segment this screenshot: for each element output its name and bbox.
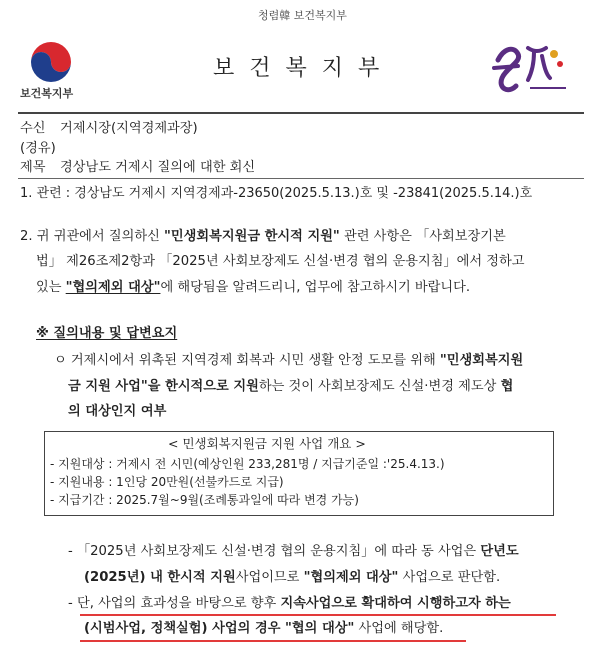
answer-2-line-1 <box>68 597 511 610</box>
a2-bold-b: (시범사업, 정책실험) 사업의 경우 "협의 대상" <box>84 621 355 636</box>
q-bold-a: "민생회복지원 <box>439 353 524 368</box>
recipient: 거제시장(지역경제과장) <box>60 121 198 136</box>
question-line-1 <box>54 354 523 367</box>
a2-text-b: 사업에 해당함. <box>354 621 444 636</box>
paragraph-related: 1. 관련 : 경상남도 거제시 지역경제과-23650(2025.5.13.)호 및 -23841(2025.5.14.)호 <box>20 186 533 201</box>
a2-bold-a: 지속사업으로 확대하여 시행하고자 하는 <box>280 596 511 611</box>
p2-text-d: 있는 <box>36 280 66 295</box>
answer-1-line-2 <box>84 571 500 584</box>
subject-label: 제목 <box>20 160 46 175</box>
summary-row-content: - 지원내용 : 1인당 20만원(선불카드로 지급) <box>50 475 284 489</box>
logo-caption: 보건복지부 <box>20 87 74 100</box>
q-text-a: ㅇ 거제시에서 위촉된 지역경제 회복과 시민 생활 안정 도모를 위해 <box>54 353 440 368</box>
summary-title: < 민생회복지원금 지원 사업 개요 > <box>168 436 366 451</box>
red-underline-1 <box>80 614 556 616</box>
p2-text-c: 관련 사항은 「사회보장기본 <box>339 229 506 244</box>
cheongryeom-calligraphy-stamp <box>488 38 574 100</box>
a1-text-a: - 「2025년 사회보장제도 신설·변경 협의 운용지침」에 따라 동 사업은 <box>68 544 481 559</box>
question-line-3: 의 대상인지 여부 <box>68 404 167 419</box>
a1-text-b: 사업이므로 <box>235 570 304 585</box>
qa-heading: ※ 질의내용 및 답변요지 <box>36 326 178 341</box>
q-bold-b: 금 지원 사업"을 한시적으로 지원 <box>68 379 259 394</box>
paragraph-2-line-2: 법」 제26조제2항과 「2025년 사회보장제도 신설·변경 협의 운용지침」에서 정하고 <box>36 254 525 269</box>
summary-row-target: - 지원대상 : 거제시 전 시민(예상인원 233,281명 / 지급기준일 :'25.4.13.) <box>50 457 445 471</box>
subject: 경상남도 거제시 질의에 대한 회신 <box>60 160 256 175</box>
answer-1-line-1 <box>68 545 519 558</box>
a1-text-c: 사업으로 판단함. <box>398 570 501 585</box>
p2-bold-topic: "민생회복지원금 한시적 지원" <box>164 229 340 244</box>
a2-text-a: - 단, 사업의 효과성을 바탕으로 향후 <box>68 596 281 611</box>
p2-exempt-highlight: "협의제외 대상" <box>65 280 161 295</box>
paragraph-2-line-1 <box>20 230 506 243</box>
a1-bold-c: "협의제외 대상" <box>303 570 399 585</box>
org-title: 보 건 복 지 부 <box>213 56 384 81</box>
q-text-b: 하는 것이 사회보장제도 신설·변경 제도상 <box>258 379 501 394</box>
recipient-label: 수신 <box>20 121 46 136</box>
q-bold-c: 협 <box>500 379 514 394</box>
a1-bold-b: (2025년) 내 한시적 지원 <box>84 570 236 585</box>
p2-text-a: 2. 귀 귀관에서 질의하신 <box>20 229 165 244</box>
answer-2-line-2 <box>84 622 443 635</box>
header-divider <box>18 112 584 114</box>
a1-bold-a: 단년도 <box>480 544 519 559</box>
paragraph-2-line-3 <box>36 281 470 294</box>
red-underline-2 <box>80 640 466 642</box>
p2-text-e: 에 해당됨을 알려드리니, 업무에 참고하시기 바랍니다. <box>160 280 471 295</box>
via: (경유) <box>20 141 56 156</box>
subject-divider <box>18 178 584 179</box>
summary-row-period: - 지급기간 : 2025.7월~9월(조례통과일에 따라 변경 가능) <box>50 493 359 507</box>
top-slogan: 청렴韓 보건복지부 <box>258 9 347 22</box>
question-line-2 <box>68 380 513 393</box>
